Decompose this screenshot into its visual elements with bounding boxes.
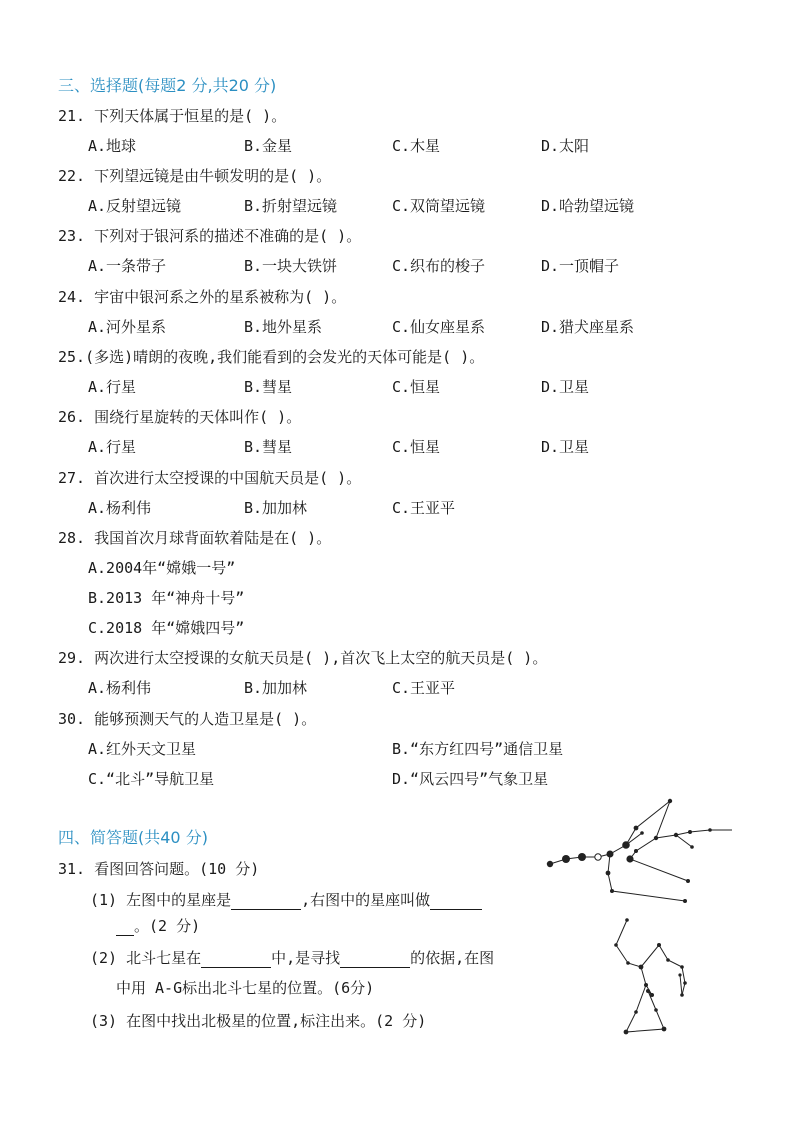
q31-part-3: (3) 在图中找出北极星的位置,标注出来。(2 分) (90, 1012, 427, 1030)
q23-option-c[interactable]: C.织布的梭子 (392, 257, 486, 275)
q31-part-1-text-b: ,右图中的星座叫做 (301, 891, 431, 909)
constellation-diagram-lower[interactable] (610, 915, 700, 1040)
q25-option-d[interactable]: D.卫星 (541, 378, 590, 396)
q24-option-d[interactable]: D.猎犬座星系 (541, 318, 635, 336)
star-i (680, 993, 684, 997)
star-3 (578, 853, 586, 861)
q27-option-b[interactable]: B.加加林 (244, 499, 308, 517)
star-12 (674, 833, 678, 837)
constellation-diagram-upper[interactable] (540, 795, 740, 905)
star-p (624, 1030, 629, 1035)
answer-blank-big-dipper-location[interactable] (201, 949, 271, 968)
star-n (634, 1010, 638, 1014)
q21-option-c[interactable]: C.木星 (392, 137, 441, 155)
q28-option-c[interactable]: C.2018 年“嫦娥四号” (88, 619, 245, 637)
q24-option-a[interactable]: A.河外星系 (88, 318, 167, 336)
star-7 (668, 799, 672, 803)
q27-option-a[interactable]: A.杨利伟 (88, 499, 152, 517)
star-m (646, 989, 650, 993)
q29-option-a[interactable]: A.杨利伟 (88, 679, 152, 697)
question-24: 24. 宇宙中银河系之外的星系被称为( )。 (58, 288, 347, 306)
question-27: 27. 首次进行太空授课的中国航天员是( )。 (58, 469, 362, 487)
q22-option-d[interactable]: D.哈勃望远镜 (541, 197, 635, 215)
star-k (644, 983, 648, 987)
question-25: 25.(多选)晴朗的夜晚,我们能看到的会发光的天体可能是( )。 (58, 348, 485, 366)
star-2 (562, 855, 570, 863)
star-b (614, 943, 618, 947)
star-8 (654, 836, 658, 840)
q31-part-2 (90, 947, 494, 968)
q31-part-1-text-a: (1) 左图中的星座是 (90, 891, 232, 909)
q30-option-a[interactable]: A.红外天文卫星 (88, 740, 197, 758)
q26-option-d[interactable]: D.卫星 (541, 438, 590, 456)
q29-option-b[interactable]: B.加加林 (244, 679, 308, 697)
star-d (639, 965, 644, 970)
q30-option-c[interactable]: C.“北斗”导航卫星 (88, 770, 215, 788)
q31-part-1-cont (116, 915, 200, 936)
q31-part-2-text-c: 的依据,在图 (410, 949, 495, 967)
star-4 (607, 851, 614, 858)
star-11 (640, 831, 644, 835)
star-14 (708, 828, 712, 832)
section-four-title: 四、简答题(共40 分) (58, 828, 208, 847)
question-22: 22. 下列望远镜是由牛顿发明的是( )。 (58, 167, 332, 185)
star-1 (547, 861, 553, 867)
question-29: 29. 两次进行太空授课的女航天员是( ),首次飞上太空的航天员是( )。 (58, 649, 548, 667)
q25-option-a[interactable]: A.行星 (88, 378, 137, 396)
star-18 (683, 899, 687, 903)
star-13 (688, 830, 692, 834)
star-c (626, 961, 630, 965)
star-e (657, 943, 661, 947)
star-o (654, 1008, 658, 1012)
q31-part-2-text-b: 中,是寻找 (271, 949, 341, 967)
q24-option-b[interactable]: B.地外星系 (244, 318, 323, 336)
q22-option-b[interactable]: B.折射望远镜 (244, 197, 338, 215)
star-j (678, 973, 681, 976)
answer-blank-finding-target[interactable] (340, 949, 410, 968)
question-28: 28. 我国首次月球背面软着陆是在( )。 (58, 529, 332, 547)
q27-option-c[interactable]: C.王亚平 (392, 499, 456, 517)
star-open (595, 854, 601, 860)
q26-option-b[interactable]: B.彗星 (244, 438, 293, 456)
answer-blank-right-constellation-cont[interactable] (116, 917, 134, 936)
star-15 (690, 845, 694, 849)
star-10 (626, 855, 633, 862)
q26-option-a[interactable]: A.行星 (88, 438, 137, 456)
star-f (666, 958, 670, 962)
answer-blank-left-constellation[interactable] (231, 891, 301, 910)
q28-option-a[interactable]: A.2004年“嫦娥一号” (88, 559, 236, 577)
star-g (680, 965, 684, 969)
q25-option-c[interactable]: C.恒星 (392, 378, 441, 396)
q28-option-b[interactable]: B.2013 年“神舟十号” (88, 589, 245, 607)
q31-part-1-text-c: 。(2 分) (134, 917, 201, 935)
q25-option-b[interactable]: B.彗星 (244, 378, 293, 396)
question-31: 31. 看图回答问题。(10 分) (58, 860, 260, 878)
q24-option-c[interactable]: C.仙女座星系 (392, 318, 486, 336)
q23-option-b[interactable]: B.一块大铁饼 (244, 257, 338, 275)
q23-option-d[interactable]: D.一顶帽子 (541, 257, 620, 275)
q22-option-a[interactable]: A.反射望远镜 (88, 197, 182, 215)
q23-option-a[interactable]: A.一条带子 (88, 257, 167, 275)
q26-option-c[interactable]: C.恒星 (392, 438, 441, 456)
q21-option-b[interactable]: B.金星 (244, 137, 293, 155)
q31-part-2-cont: 中用 A-G标出北斗七星的位置。(6分) (116, 979, 375, 997)
q30-option-b[interactable]: B.“东方红四号”通信卫星 (392, 740, 564, 758)
q31-part-1 (90, 889, 482, 910)
star-16 (606, 871, 611, 876)
answer-blank-right-constellation[interactable] (430, 891, 482, 910)
star-q (662, 1027, 667, 1032)
question-26: 26. 围绕行星旋转的天体叫作( )。 (58, 408, 302, 426)
question-21: 21. 下列天体属于恒星的是( )。 (58, 107, 287, 125)
q21-option-a[interactable]: A.地球 (88, 137, 137, 155)
star-9 (634, 849, 638, 853)
star-a (625, 918, 629, 922)
q22-option-c[interactable]: C.双筒望远镜 (392, 197, 486, 215)
q31-part-2-text-a: (2) 北斗七星在 (90, 949, 202, 967)
q30-option-d[interactable]: D.“风云四号”气象卫星 (392, 770, 549, 788)
star-17 (610, 889, 614, 893)
question-23: 23. 下列对于银河系的描述不准确的是( )。 (58, 227, 362, 245)
star-l (650, 993, 654, 997)
question-30: 30. 能够预测天气的人造卫星是( )。 (58, 710, 317, 728)
star-19 (686, 879, 690, 883)
q29-option-c[interactable]: C.王亚平 (392, 679, 456, 697)
star-5 (622, 841, 630, 849)
q21-option-d[interactable]: D.太阳 (541, 137, 590, 155)
section-three-title: 三、选择题(每题2 分,共20 分) (58, 76, 277, 95)
star-h (683, 981, 687, 985)
star-6 (634, 826, 639, 831)
